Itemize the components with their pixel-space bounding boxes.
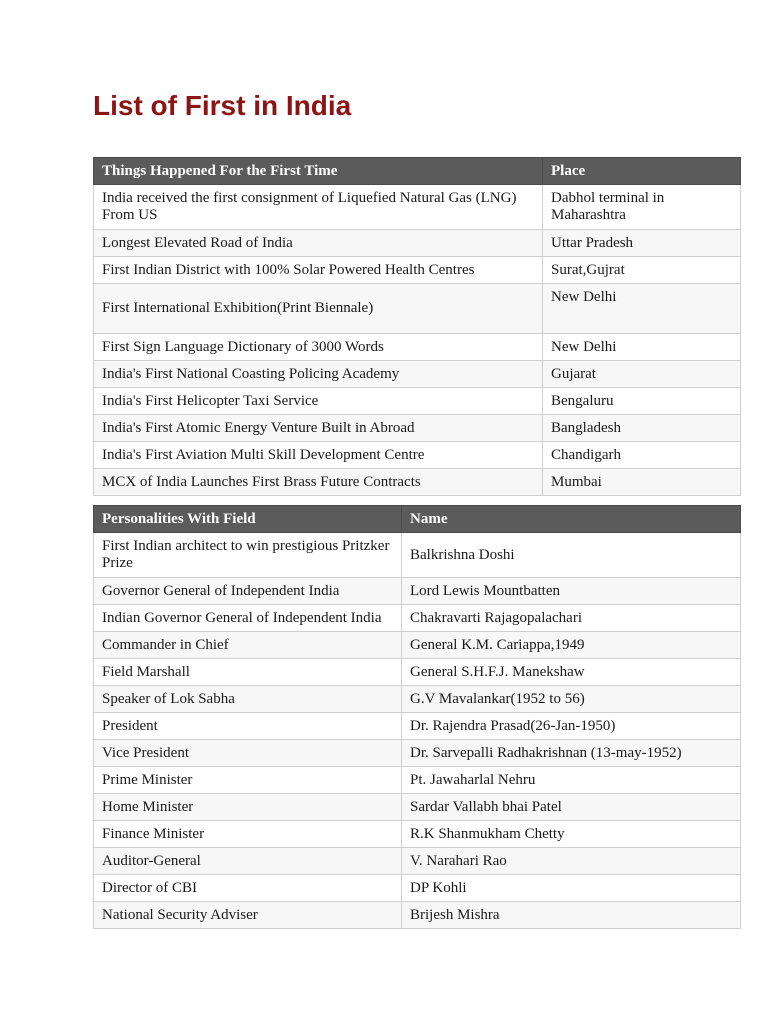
event-cell: MCX of India Launches First Brass Future Contracts [94, 469, 543, 496]
table-row [94, 533, 741, 578]
name-cell: Sardar Vallabh bhai Patel [402, 794, 741, 821]
table-row [94, 821, 741, 848]
table-row [94, 632, 741, 659]
firsts-table [93, 157, 741, 496]
place-cell: Chandigarh [543, 442, 741, 469]
name-cell: General K.M. Cariappa,1949 [402, 632, 741, 659]
field-cell: First Indian architect to win prestigious Pritzker Prize [94, 533, 402, 578]
place-cell: Gujarat [543, 361, 741, 388]
table-row [94, 469, 741, 496]
event-cell: India's First Helicopter Taxi Service [94, 388, 543, 415]
table-row [94, 185, 741, 230]
event-cell: India's First Atomic Energy Venture Built in Abroad [94, 415, 543, 442]
field-cell: Indian Governor General of Independent India [94, 605, 402, 632]
table-row [94, 388, 741, 415]
table-row [94, 659, 741, 686]
field-cell: National Security Adviser [94, 902, 402, 929]
field-cell: Prime Minister [94, 767, 402, 794]
table-row [94, 875, 741, 902]
table-row [94, 230, 741, 257]
table-row [94, 740, 741, 767]
event-cell: Longest Elevated Road of India [94, 230, 543, 257]
field-cell: Finance Minister [94, 821, 402, 848]
column-header-field: Personalities With Field [94, 506, 402, 533]
personalities-table [93, 505, 741, 929]
name-cell: Dr. Sarvepalli Radhakrishnan (13-may-1952) [402, 740, 741, 767]
name-cell: R.K Shanmukham Chetty [402, 821, 741, 848]
place-cell: Bangladesh [543, 415, 741, 442]
place-cell: Dabhol terminal in Maharashtra [543, 185, 741, 230]
name-cell: DP Kohli [402, 875, 741, 902]
table-row [94, 361, 741, 388]
place-cell: Mumbai [543, 469, 741, 496]
event-cell: First Sign Language Dictionary of 3000 Words [94, 334, 543, 361]
place-cell: Surat,Gujrat [543, 257, 741, 284]
event-cell: India's First Aviation Multi Skill Development Centre [94, 442, 543, 469]
event-cell: First Indian District with 100% Solar Powered Health Centres [94, 257, 543, 284]
name-cell: General S.H.F.J. Manekshaw [402, 659, 741, 686]
table-row [94, 415, 741, 442]
table-header-row [94, 506, 741, 533]
place-cell: New Delhi [543, 334, 741, 361]
column-header-place: Place [543, 158, 741, 185]
name-cell: Lord Lewis Mountbatten [402, 578, 741, 605]
event-cell: First International Exhibition(Print Biennale) [94, 284, 543, 334]
table-row [94, 713, 741, 740]
field-cell: Director of CBI [94, 875, 402, 902]
table-header-row [94, 158, 741, 185]
event-cell: India's First National Coasting Policing Academy [94, 361, 543, 388]
table-row [94, 605, 741, 632]
column-header-event: Things Happened For the First Time [94, 158, 543, 185]
table-row [94, 334, 741, 361]
name-cell: G.V Mavalankar(1952 to 56) [402, 686, 741, 713]
field-cell: President [94, 713, 402, 740]
column-header-name: Name [402, 506, 741, 533]
event-cell: India received the first consignment of Liquefied Natural Gas (LNG) From US [94, 185, 543, 230]
field-cell: Home Minister [94, 794, 402, 821]
field-cell: Speaker of Lok Sabha [94, 686, 402, 713]
name-cell: Balkrishna Doshi [402, 533, 741, 578]
page-title: List of First in India [93, 90, 352, 121]
name-cell: Pt. Jawaharlal Nehru [402, 767, 741, 794]
field-cell: Vice President [94, 740, 402, 767]
table-row [94, 767, 741, 794]
table-row [94, 578, 741, 605]
field-cell: Field Marshall [94, 659, 402, 686]
field-cell: Governor General of Independent India [94, 578, 402, 605]
place-cell: Bengaluru [543, 388, 741, 415]
place-cell: New Delhi [543, 284, 741, 334]
name-cell: Chakravarti Rajagopalachari [402, 605, 741, 632]
field-cell: Auditor-General [94, 848, 402, 875]
name-cell: Dr. Rajendra Prasad(26-Jan-1950) [402, 713, 741, 740]
table-row [94, 257, 741, 284]
table-row [94, 442, 741, 469]
name-cell: V. Narahari Rao [402, 848, 741, 875]
table-row [94, 902, 741, 929]
table-row [94, 686, 741, 713]
field-cell: Commander in Chief [94, 632, 402, 659]
table-row [94, 848, 741, 875]
place-cell: Uttar Pradesh [543, 230, 741, 257]
table-row [94, 284, 741, 334]
table-row [94, 794, 741, 821]
name-cell: Brijesh Mishra [402, 902, 741, 929]
